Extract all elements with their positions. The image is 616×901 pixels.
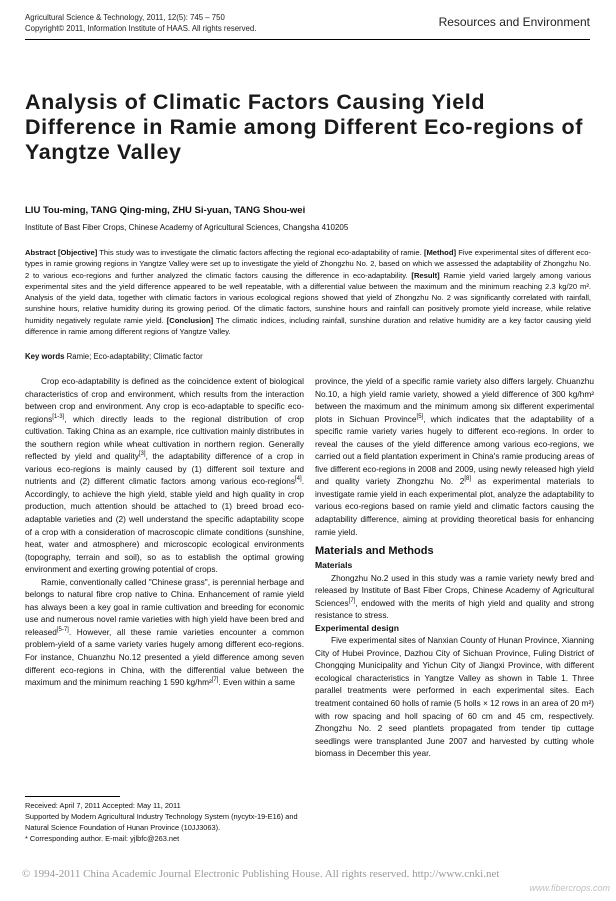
materials-heading: Materials (315, 560, 353, 571)
intro-text: Crop eco-adaptability is defined as the coincidence extent of biological characteristics of crop and environment, which results from the interaction between crop and environment. Any crop is eco-adaptable to specific eco-regions (25, 376, 304, 424)
intro-text: , the adaptability difference of a crop in various eco-regions is mainly caused by (1) different soil texture and nutrients and (2) different climatic factors among various eco-regions (25, 451, 304, 487)
citation: [4] (295, 476, 302, 483)
keywords (25, 352, 203, 361)
paper-title: Analysis of Climatic Factors Causing Yield Difference in Ramie among Different Eco-regions of Yangtze Valley (25, 90, 584, 164)
intro-paragraph-2 (25, 576, 304, 689)
intro-paragraph-3 (315, 375, 594, 538)
journal-copyright: Copyright© 2011, Information Institute of HAAS. All rights reserved. (25, 23, 257, 33)
intro-text: . However, all these ramie varieties encounter a common problem-yield of a same variety varies hugely among different eco-regions. For instance, Chuanzhu No.12 presented a yield difference among seven different eco-regions in China, with the differential value between the maximum and the minimum reaching 1 590 kg/hm² (25, 626, 304, 688)
watermark: www.fibercrops.com (529, 883, 610, 893)
journal-info (25, 13, 256, 34)
right-column (315, 375, 594, 760)
design-heading: Experimental design (315, 622, 400, 633)
conclusion-label: [Conclusion] (166, 315, 214, 325)
section-heading: Materials and Methods (315, 545, 434, 558)
design-paragraph: Five experimental sites of Nanxian County of Hunan Province, Xianning City of Hubei Province, Dazhou City of Sichuan Province, Fuling District of Chongqing Municipality and Yichun City of Jiangxi Province, with different ecological characteristics in Yangtze Valley as shown in Table 1. Three parallel treatments were performed in each experimental sites. Each treatment contained 60 holls of ramie (5 holls × 12 rows in an area of 20 m²) with row spacing and holl spacing of 60 cm and 45 cm, respectively. Zhongzhu No. 2 seed plantlets propagated from tender tip cuttage seedlings were transplanted June 2007 and harvested by cutting whole biomass in December this year. (315, 635, 594, 759)
intro-text: province, the yield of a specific ramie variety also differs largely. Chuanzhu No.10, a high yield ramie variety, showed a yield difference of 300 kg/hm² between the maximum and the minimum among six different experimental plots in Sichuan Province (315, 376, 594, 424)
intro-text: Ramie, conventionally called "Chinese grass", is perennial herbage and belongs to natural fibre crop native to China. Enhancement of ramie yield has always been a key goal in ramie cultivation and breeding for economic use and numerous novel ramie varieties with high yield have been bred and released (25, 576, 304, 637)
corresponding-author: * Corresponding author. E-mail: yjlbfc@263.net (25, 834, 180, 843)
abstract-conclusion: The climatic indices, including rainfall, sunshine duration and relative humidity are a key factor causing yield difference in ramie among different regions of Yangtze Valley. (25, 315, 591, 337)
citation: [7] (211, 677, 219, 684)
objective-label: [Objective] (58, 248, 98, 257)
section-name: Resources and Environment (438, 15, 590, 29)
intro-text: as experimental materials to investigate ramie yield in each experimental plot, analyze the adaptability to various eco-regions based on ramie yield and climatic factors causing the adaptability difference, aiming at providing theoretical basis for enhancing ramie yield. (315, 476, 595, 537)
citation: [5] (416, 413, 424, 420)
citation: [5-7] (56, 627, 69, 634)
keywords-text: Ramie; Eco-adaptability; Climatic factor (66, 352, 203, 361)
author-list: LIU Tou-ming, TANG Qing-ming, ZHU Si-yuan, TANG Shou-wei (25, 205, 306, 216)
header-rule (25, 39, 590, 40)
intro-text: . Accordingly, to achieve the high yield, stable yield and high quality in crop production, much attention should be attached to (1) breed broad eco-adaptable varieties and (2) well understand the specific adaptability scope of a crop with a consideration of macroscopic climate conditions (sunshine, heat, water and atmosphere) and microscopic ecological environments (topography, terrain and soil), so as to establish the optimal growing environment and exerting growing potential of crops. (25, 476, 304, 575)
received-date: Received: April 7, 2011 Accepted: May 11, 2011 (25, 801, 181, 810)
materials-text: , endowed with the merits of high yield and quality and strong resistance to stress. (315, 597, 594, 621)
journal-citation: Agricultural Science & Technology, 2011, 12(5): 745 – 750 (25, 13, 225, 22)
publisher-footer: © 1994-2011 China Academic Journal Electronic Publishing House. All rights reserved. http://www.cnki.net (22, 868, 500, 880)
citation: [8] (464, 476, 472, 483)
intro-text: , which indicates that the adaptability of a specific ramie variety varies hugely to different eco-regions. In order to reveal the causes of the yield difference among various eco-regions, we carried out a field plantation experiment in China's ramie producing areas of five different eco-regions in 2008 and 2009, using newly released high yield and quality variety Zhongzhu No. 2 (315, 413, 594, 487)
citation: [3] (138, 451, 146, 458)
funding-note: Supported by Modern Agricultural Industry Technology System (nycytx-19-E16) and Natural Science Foundation of Hunan Province (10JJ3063). (25, 812, 298, 832)
abstract-method: Five experimental sites of different eco-types in ramie growing regions in Yangtze Valley were set up to investigate the yield of Zhongzhu No. 2, based on which we assessed the adaptability of Zhongzhu No. 2 to various eco-regions and further analyzed the climatic factors causing the difference in eco-adaptability. (25, 248, 591, 280)
abstract-result: Ramie yield varied largely among various experimental sites and the yield difference appeared to be well repeatable, with a differential value between the maximum and the minimum reaching 2.3 kg/20 m². Analysis of the yield data, together with climatic factors in various ecological regions showed that yield of Zhongzhu No. 2 was significantly correlated with rainfall, sunshine hours, relative humidity during its growing period. Of the climatic factors, sunshine hours and rainfall can positively promote yield increase, while relative humidity negatively regulate ramie yield. (25, 270, 591, 325)
intro-text: , which directly leads to the regional distribution of crop cultivation. Taking China as an example, rice cultivation mainly distributes in the southern region while wheat cultivation in northern region. Generally reflected by yield and quality (25, 413, 304, 462)
keywords-label: Key words (25, 352, 65, 361)
left-column (25, 375, 304, 689)
abstract-label: Abstract (25, 248, 56, 257)
method-label: [Method] (423, 248, 456, 257)
intro-paragraph-1 (25, 375, 304, 576)
abstract-objective: This study was to investigate the climatic factors affecting the regional eco-adaptability of ramie. (99, 248, 422, 257)
footnote (25, 800, 303, 844)
citation: [1-3] (52, 413, 65, 420)
result-label: [Result] (411, 270, 440, 280)
abstract (25, 247, 591, 337)
citation: [7] (348, 597, 356, 604)
intro-text: . Even within a same (218, 677, 295, 688)
footnote-rule (25, 796, 120, 797)
materials-text: Zhongzhu No.2 used in this study was a ramie variety newly bred and released by Institute of Bast Fiber Crops, Chinese Academy of Agricultural Sciences (315, 572, 594, 608)
materials-paragraph (315, 572, 594, 622)
affiliation: Institute of Bast Fiber Crops, Chinese Academy of Agricultural Sciences, Changsha 410205 (25, 223, 349, 232)
